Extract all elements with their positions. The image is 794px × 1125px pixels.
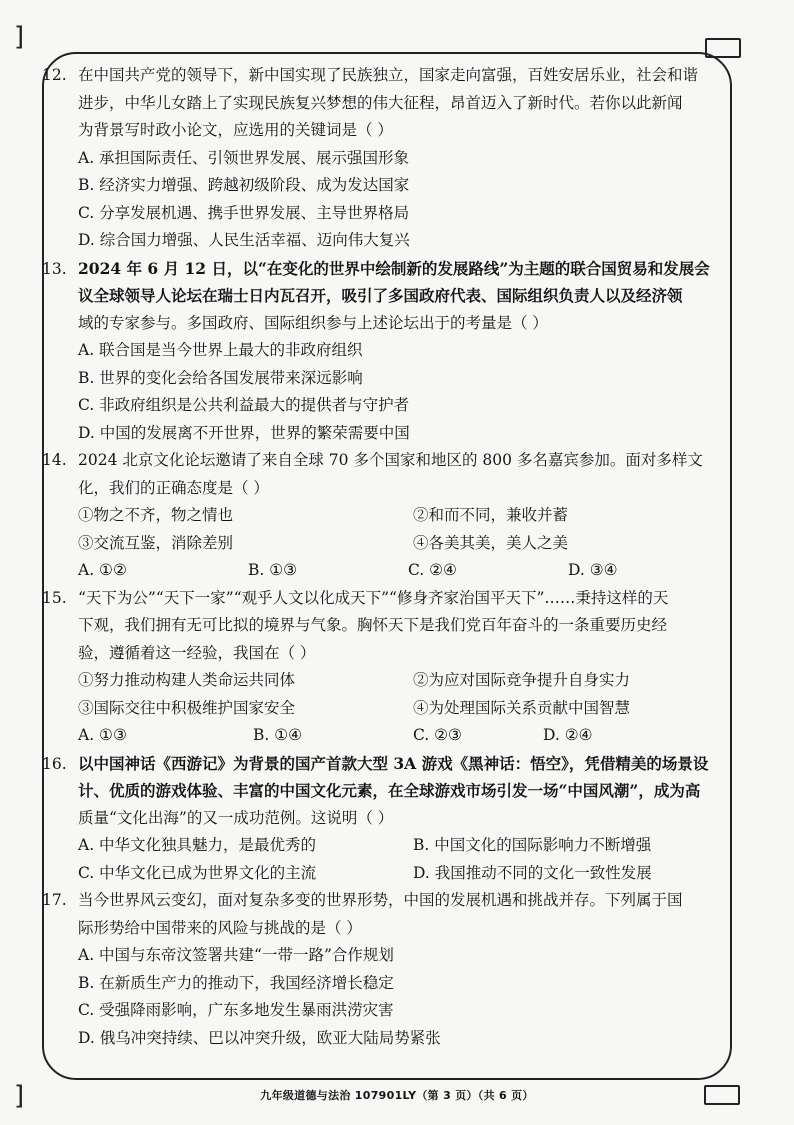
option-b: B. 在新质生产力的推动下，我国经济增长稳定 <box>78 973 394 992</box>
question-stem-line: 下观，我们拥有无可比拟的境界与气象。胸怀天下是我们党百年奋斗的一条重要历史经 <box>78 616 668 634</box>
choice-d: D. ②④ <box>543 726 593 744</box>
choice-a: A. ①③ <box>78 726 127 744</box>
statement-3: ③国际交往中积极维护国家安全 <box>78 698 296 717</box>
question-number: 17. <box>42 891 67 909</box>
option-a: A. 中华文化独具魅力，是最优秀的 <box>78 836 317 854</box>
option-b: B. 中国文化的国际影响力不断增强 <box>413 836 652 854</box>
top-left-bracket: ] <box>14 22 25 52</box>
choice-c: C. ②③ <box>413 726 462 744</box>
question-stem-line: 在中国共产党的领导下，新中国实现了民族独立，国家走向富强，百姓安居乐业，社会和谐 <box>78 66 699 84</box>
question-stem-line: 际形势给中国带来的风险与挑战的是（ ） <box>78 918 362 937</box>
question-stem-line: 进步，中华儿女踏上了实现民族复兴梦想的伟大征程，昂首迈入了新时代。若你以此新闻 <box>78 93 683 112</box>
question-number: 14. <box>42 451 67 469</box>
question-stem-line: 验，遵循着这一经验，我国在（ ） <box>78 643 316 662</box>
option-c: C. 受强降雨影响，广东多地发生暴雨洪涝灾害 <box>78 1001 394 1019</box>
statement-1: ①努力推动构建人类命运共同体 <box>78 671 296 689</box>
question-stem-line: 2024 北京文化论坛邀请了来自全球 70 多个国家和地区的 800 多名嘉宾参加。面对多样文 <box>78 451 703 469</box>
statement-4: ④为处理国际关系贡献中国智慧 <box>413 698 631 717</box>
option-c: C. 分享发展机遇、携手世界发展、主导世界格局 <box>78 203 410 222</box>
question-15 <box>42 585 728 750</box>
question-13 <box>42 255 728 448</box>
option-d: D. 俄乌冲突持续、巴以冲突升级，欧亚大陆局势紧张 <box>78 1028 441 1047</box>
page-footer: 九年级道德与法治 107901LY（第 3 页）（共 6 页） <box>260 1089 534 1102</box>
choice-a: A. ①② <box>78 561 127 579</box>
question-stem-line: 为背景写时政小论文，应选用的关键词是（ ） <box>78 121 393 139</box>
question-stem-line: 2024 年 6 月 12 日，以“在变化的世界中绘制新的发展路线”为主题的联合国贸易和发展会 <box>78 258 710 278</box>
question-stem-line: “天下为公”“天下一家”“观乎人文以化成天下”“修身齐家治国平天下”……秉持这样的天 <box>78 588 669 607</box>
option-c: C. 中华文化已成为世界文化的主流 <box>78 863 317 882</box>
choice-row <box>78 557 728 585</box>
question-stem-line: 议全球领导人论坛在瑞士日内瓦召开，吸引了多国政府代表、国际组织负责人以及经济领 <box>78 286 683 305</box>
question-17 <box>42 887 728 1052</box>
question-number: 16. <box>42 754 67 773</box>
statement-3: ③交流互鉴，消除差别 <box>78 533 234 552</box>
question-number: 12. <box>42 66 67 84</box>
bottom-left-bracket: ] <box>14 1081 25 1111</box>
question-list <box>42 62 728 1052</box>
question-16 <box>42 750 728 888</box>
statement-1: ①物之不齐，物之情也 <box>78 506 234 524</box>
option-a: A. 联合国是当今世界上最大的非政府组织 <box>78 341 363 359</box>
question-stem-line: 计、优质的游戏体验、丰富的中国文化元素，在全球游戏市场引发一场“中国风潮”，成为高 <box>78 781 701 800</box>
choice-b: B. ①③ <box>248 561 298 579</box>
option-d: D. 综合国力增强、人民生活幸福、迈向伟大复兴 <box>78 231 410 249</box>
statement-4: ④各美其美，美人之美 <box>413 533 569 552</box>
option-a: A. 中国与东帝汶签署共建“一带一路”合作规划 <box>78 946 394 964</box>
option-d: D. 我国推动不同的文化一致性发展 <box>413 863 652 882</box>
question-14 <box>42 447 728 585</box>
choice-c: C. ②④ <box>408 561 457 579</box>
option-c: C. 非政府组织是公共利益最大的提供者与守护者 <box>78 396 410 414</box>
choice-row <box>78 722 728 750</box>
question-number: 15. <box>42 588 67 607</box>
statement-2: ②为应对国际竞争提升自身实力 <box>413 671 631 689</box>
statement-grid <box>78 502 728 557</box>
question-stem-line: 化，我们的正确态度是（ ） <box>78 478 269 497</box>
choice-d: D. ③④ <box>568 561 618 579</box>
question-stem-line: 质量“文化出海”的又一成功范例。这说明（ ） <box>78 808 394 827</box>
question-number: 13. <box>42 259 67 278</box>
question-stem-line: 当今世界风云变幻，面对复杂多变的世界形势，中国的发展机遇和挑战并存。下列属于国 <box>78 891 683 909</box>
option-b: B. 经济实力增强、跨越初级阶段、成为发达国家 <box>78 176 410 194</box>
question-12 <box>42 62 728 255</box>
option-grid <box>78 832 728 887</box>
question-stem-line: 以中国神话《西游记》为背景的国产首款大型 3A 游戏《黑神话：悟空》，凭借精美的场景设 <box>78 753 709 773</box>
option-b: B. 世界的变化会给各国发展带来深远影响 <box>78 368 363 387</box>
statement-grid <box>78 667 728 722</box>
option-d: D. 中国的发展离不开世界，世界的繁荣需要中国 <box>78 423 410 442</box>
choice-b: B. ①④ <box>253 726 303 744</box>
statement-2: ②和而不同，兼收并蓄 <box>413 506 569 524</box>
question-stem-line: 域的专家参与。多国政府、国际组织参与上述论坛出于的考量是（ ） <box>78 313 548 332</box>
option-a: A. 承担国际责任、引领世界发展、展示强国形象 <box>78 148 410 167</box>
